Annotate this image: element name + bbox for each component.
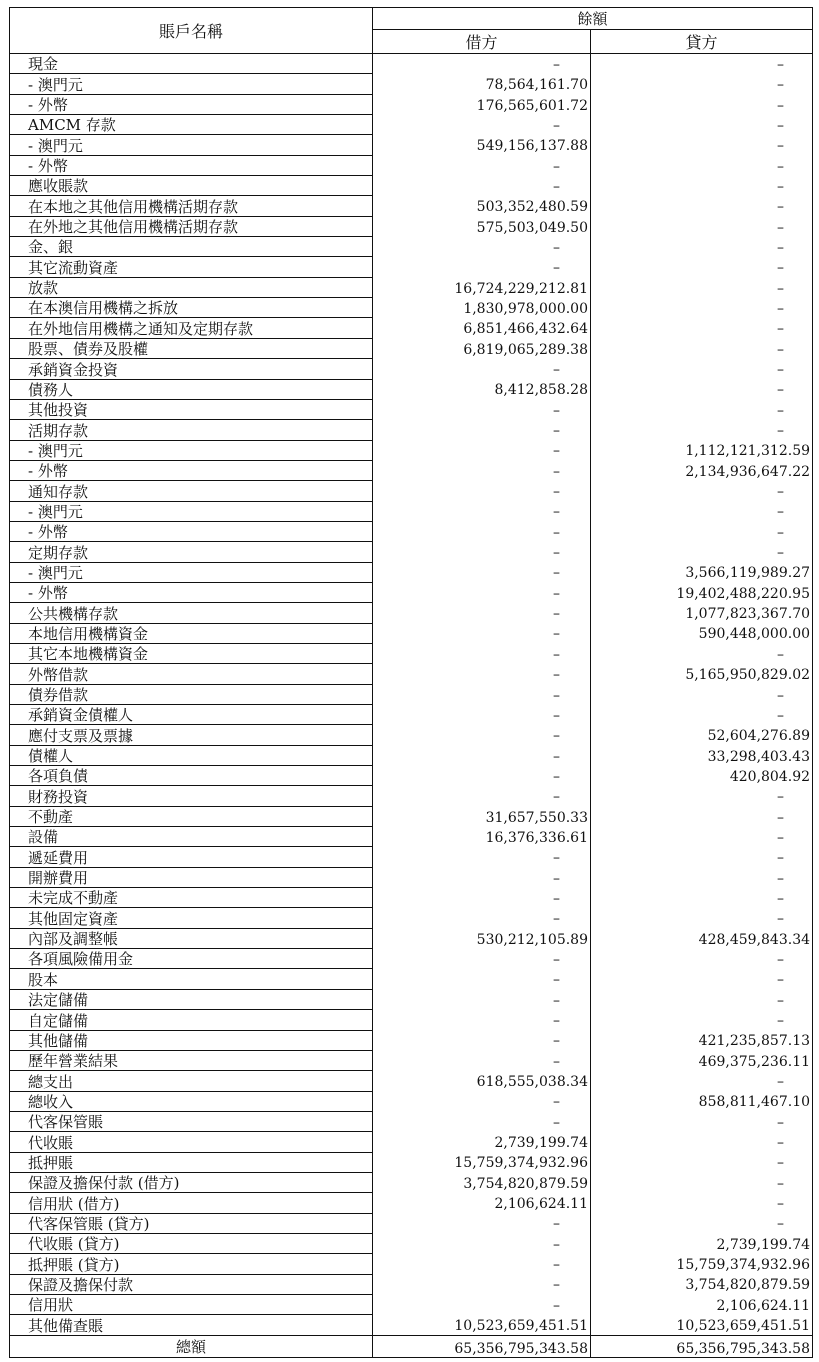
- table-header: [10, 8, 813, 54]
- account-name-cell: 本地信用機構資金: [10, 623, 373, 643]
- debit-amount-cell: 503,352,480.59: [373, 196, 591, 216]
- account-name-cell: 活期存款: [10, 420, 373, 440]
- table-row: [10, 847, 813, 867]
- credit-empty-cell: –: [591, 1111, 813, 1131]
- account-name-cell: 通知存款: [10, 481, 373, 501]
- account-name-cell: - 外幣: [10, 521, 373, 541]
- account-name-cell: 放款: [10, 277, 373, 297]
- credit-empty-cell: –: [591, 888, 813, 908]
- credit-empty-cell: –: [591, 969, 813, 989]
- credit-empty-cell: –: [591, 196, 813, 216]
- debit-empty-cell: –: [373, 1294, 591, 1314]
- table-row: [10, 1010, 813, 1030]
- credit-empty-cell: –: [591, 338, 813, 358]
- account-name-cell: 在外地之其他信用機構活期存款: [10, 216, 373, 236]
- table-row: [10, 949, 813, 969]
- debit-empty-cell: –: [373, 399, 591, 419]
- debit-empty-cell: –: [373, 1213, 591, 1233]
- account-name-cell: 遞延費用: [10, 847, 373, 867]
- table-row: [10, 908, 813, 928]
- account-name-cell: 保證及擔保付款: [10, 1274, 373, 1294]
- debit-amount-cell: 618,555,038.34: [373, 1071, 591, 1091]
- table-row: [10, 460, 813, 480]
- credit-empty-cell: –: [591, 318, 813, 338]
- debit-empty-cell: –: [373, 847, 591, 867]
- account-name-cell: - 外幣: [10, 94, 373, 114]
- table-row: [10, 888, 813, 908]
- credit-empty-cell: –: [591, 237, 813, 257]
- credit-amount-cell: 428,459,843.34: [591, 928, 813, 948]
- credit-amount-cell: 3,566,119,989.27: [591, 562, 813, 582]
- credit-amount-cell: 2,739,199.74: [591, 1233, 813, 1253]
- account-name-header: 賬戶名稱: [10, 8, 373, 54]
- debit-empty-cell: –: [373, 1254, 591, 1274]
- debit-empty-cell: –: [373, 888, 591, 908]
- table-row: [10, 379, 813, 399]
- table-row: [10, 501, 813, 521]
- table-row: [10, 1315, 813, 1335]
- credit-empty-cell: –: [591, 176, 813, 196]
- credit-empty-cell: –: [591, 1132, 813, 1152]
- table-row: [10, 277, 813, 297]
- account-name-cell: 定期存款: [10, 542, 373, 562]
- debit-empty-cell: –: [373, 257, 591, 277]
- debit-amount-cell: 176,565,601.72: [373, 94, 591, 114]
- account-name-cell: 歷年營業結果: [10, 1050, 373, 1070]
- table-row: [10, 298, 813, 318]
- table-row: [10, 1091, 813, 1111]
- table-row: [10, 481, 813, 501]
- debit-empty-cell: –: [373, 1010, 591, 1030]
- account-name-cell: 公共機構存款: [10, 603, 373, 623]
- debit-amount-cell: 2,739,199.74: [373, 1132, 591, 1152]
- table-row: [10, 216, 813, 236]
- debit-amount-cell: 575,503,049.50: [373, 216, 591, 236]
- account-name-cell: 各項風險備用金: [10, 949, 373, 969]
- table-row: [10, 54, 813, 74]
- table-row: [10, 1111, 813, 1131]
- debit-amount-cell: 16,724,229,212.81: [373, 277, 591, 297]
- account-name-cell: 各項負債: [10, 766, 373, 786]
- debit-amount-cell: 10,523,659,451.51: [373, 1315, 591, 1335]
- debit-empty-cell: –: [373, 623, 591, 643]
- table-row: [10, 664, 813, 684]
- debit-amount-cell: 2,106,624.11: [373, 1193, 591, 1213]
- table-row: [10, 155, 813, 175]
- credit-empty-cell: –: [591, 94, 813, 114]
- debit-amount-cell: 8,412,858.28: [373, 379, 591, 399]
- debit-amount-cell: 1,830,978,000.00: [373, 298, 591, 318]
- debit-empty-cell: –: [373, 54, 591, 74]
- table-row: [10, 1233, 813, 1253]
- credit-amount-cell: 3,754,820,879.59: [591, 1274, 813, 1294]
- account-name-cell: 財務投資: [10, 786, 373, 806]
- debit-empty-cell: –: [373, 562, 591, 582]
- trial-balance-table: [9, 7, 813, 1358]
- table-row: [10, 1193, 813, 1213]
- credit-empty-cell: –: [591, 54, 813, 74]
- credit-empty-cell: –: [591, 115, 813, 135]
- credit-empty-cell: –: [591, 399, 813, 419]
- credit-amount-cell: 52,604,276.89: [591, 725, 813, 745]
- table-row: [10, 623, 813, 643]
- credit-amount-cell: 10,523,659,451.51: [591, 1315, 813, 1335]
- account-name-cell: 在本地之其他信用機構活期存款: [10, 196, 373, 216]
- credit-empty-cell: –: [591, 298, 813, 318]
- table-row: [10, 766, 813, 786]
- account-name-cell: 代收賬 (貸方): [10, 1233, 373, 1253]
- table-row: [10, 684, 813, 704]
- credit-empty-cell: –: [591, 847, 813, 867]
- account-name-cell: 其他儲備: [10, 1030, 373, 1050]
- account-name-cell: 應付支票及票據: [10, 725, 373, 745]
- account-name-cell: 代客保管賬 (貸方): [10, 1213, 373, 1233]
- table-row: [10, 94, 813, 114]
- table-row: [10, 1294, 813, 1314]
- credit-empty-cell: –: [591, 1213, 813, 1233]
- debit-empty-cell: –: [373, 705, 591, 725]
- table-row: [10, 237, 813, 257]
- account-name-cell: 其他投資: [10, 399, 373, 419]
- table-row: [10, 562, 813, 582]
- credit-empty-cell: –: [591, 135, 813, 155]
- account-name-cell: 設備: [10, 827, 373, 847]
- account-name-cell: 其它本地機構資金: [10, 643, 373, 663]
- table-row: [10, 176, 813, 196]
- account-name-cell: 抵押賬: [10, 1152, 373, 1172]
- credit-empty-cell: –: [591, 1071, 813, 1091]
- account-name-cell: 債務人: [10, 379, 373, 399]
- credit-empty-cell: –: [591, 277, 813, 297]
- account-name-cell: 代收賬: [10, 1132, 373, 1152]
- table-row: [10, 603, 813, 623]
- table-row: [10, 1030, 813, 1050]
- account-name-cell: 自定儲備: [10, 1010, 373, 1030]
- debit-empty-cell: –: [373, 725, 591, 745]
- debit-empty-cell: –: [373, 989, 591, 1009]
- debit-amount-cell: 31,657,550.33: [373, 806, 591, 826]
- credit-empty-cell: –: [591, 420, 813, 440]
- credit-empty-cell: –: [591, 521, 813, 541]
- credit-amount-cell: 1,112,121,312.59: [591, 440, 813, 460]
- table-row: [10, 359, 813, 379]
- debit-empty-cell: –: [373, 1050, 591, 1070]
- total-label: 總額: [10, 1335, 373, 1357]
- account-name-cell: 其他備查賬: [10, 1315, 373, 1335]
- credit-empty-cell: –: [591, 155, 813, 175]
- debit-empty-cell: –: [373, 949, 591, 969]
- credit-amount-cell: 2,106,624.11: [591, 1294, 813, 1314]
- account-name-cell: - 外幣: [10, 582, 373, 602]
- table-row: [10, 1274, 813, 1294]
- debit-amount-cell: 16,376,336.61: [373, 827, 591, 847]
- table-row: [10, 745, 813, 765]
- credit-empty-cell: –: [591, 1152, 813, 1172]
- debit-empty-cell: –: [373, 603, 591, 623]
- account-name-cell: 在本澳信用機構之拆放: [10, 298, 373, 318]
- account-name-cell: 外幣借款: [10, 664, 373, 684]
- account-name-cell: 未完成不動產: [10, 888, 373, 908]
- credit-empty-cell: –: [591, 257, 813, 277]
- debit-empty-cell: –: [373, 1091, 591, 1111]
- debit-empty-cell: –: [373, 582, 591, 602]
- table-row: [10, 1132, 813, 1152]
- debit-amount-cell: 6,819,065,289.38: [373, 338, 591, 358]
- account-name-cell: 法定儲備: [10, 989, 373, 1009]
- account-name-cell: 代客保管賬: [10, 1111, 373, 1131]
- credit-empty-cell: –: [591, 216, 813, 236]
- table-row: [10, 399, 813, 419]
- table-row: [10, 1254, 813, 1274]
- account-name-cell: - 澳門元: [10, 74, 373, 94]
- debit-empty-cell: –: [373, 501, 591, 521]
- table-row: [10, 196, 813, 216]
- debit-empty-cell: –: [373, 1233, 591, 1253]
- debit-empty-cell: –: [373, 766, 591, 786]
- debit-empty-cell: –: [373, 237, 591, 257]
- account-name-cell: 信用狀: [10, 1294, 373, 1314]
- table-row: [10, 969, 813, 989]
- credit-empty-cell: –: [591, 379, 813, 399]
- account-name-cell: 信用狀 (借方): [10, 1193, 373, 1213]
- table-row: [10, 338, 813, 358]
- credit-empty-cell: –: [591, 806, 813, 826]
- table-row: [10, 928, 813, 948]
- debit-empty-cell: –: [373, 359, 591, 379]
- debit-empty-cell: –: [373, 1111, 591, 1131]
- table-row: [10, 1213, 813, 1233]
- account-name-cell: 不動產: [10, 806, 373, 826]
- account-name-cell: 承銷資金債權人: [10, 705, 373, 725]
- debit-empty-cell: –: [373, 460, 591, 480]
- account-name-cell: 在外地信用機構之通知及定期存款: [10, 318, 373, 338]
- account-name-cell: - 澳門元: [10, 440, 373, 460]
- credit-amount-cell: 5,165,950,829.02: [591, 664, 813, 684]
- credit-empty-cell: –: [591, 542, 813, 562]
- credit-empty-cell: –: [591, 705, 813, 725]
- credit-amount-cell: 421,235,857.13: [591, 1030, 813, 1050]
- account-name-cell: AMCM 存款: [10, 115, 373, 135]
- debit-amount-cell: 78,564,161.70: [373, 74, 591, 94]
- credit-amount-cell: 19,402,488,220.95: [591, 582, 813, 602]
- credit-empty-cell: –: [591, 684, 813, 704]
- debit-empty-cell: –: [373, 115, 591, 135]
- debit-amount-cell: 15,759,374,932.96: [373, 1152, 591, 1172]
- credit-empty-cell: –: [591, 359, 813, 379]
- credit-empty-cell: –: [591, 827, 813, 847]
- debit-amount-cell: 530,212,105.89: [373, 928, 591, 948]
- debit-empty-cell: –: [373, 664, 591, 684]
- table-row: [10, 135, 813, 155]
- table-row: [10, 420, 813, 440]
- credit-empty-cell: –: [591, 786, 813, 806]
- table-row: [10, 115, 813, 135]
- debit-empty-cell: –: [373, 176, 591, 196]
- account-name-cell: 現金: [10, 54, 373, 74]
- table-row: [10, 827, 813, 847]
- credit-empty-cell: –: [591, 989, 813, 1009]
- debit-empty-cell: –: [373, 542, 591, 562]
- total-row: [10, 1335, 813, 1357]
- debit-empty-cell: –: [373, 867, 591, 887]
- credit-amount-cell: 15,759,374,932.96: [591, 1254, 813, 1274]
- credit-empty-cell: –: [591, 1193, 813, 1213]
- table-row: [10, 643, 813, 663]
- table-row: [10, 542, 813, 562]
- account-name-cell: 總收入: [10, 1091, 373, 1111]
- debit-amount-cell: 6,851,466,432.64: [373, 318, 591, 338]
- account-name-cell: 總支出: [10, 1071, 373, 1091]
- account-name-cell: 內部及調整帳: [10, 928, 373, 948]
- credit-amount-cell: 858,811,467.10: [591, 1091, 813, 1111]
- debit-amount-cell: 549,156,137.88: [373, 135, 591, 155]
- credit-empty-cell: –: [591, 481, 813, 501]
- table-row: [10, 867, 813, 887]
- credit-amount-cell: 33,298,403.43: [591, 745, 813, 765]
- table-row: [10, 806, 813, 826]
- credit-empty-cell: –: [591, 1010, 813, 1030]
- table-row: [10, 989, 813, 1009]
- account-name-cell: - 外幣: [10, 155, 373, 175]
- debit-empty-cell: –: [373, 786, 591, 806]
- credit-empty-cell: –: [591, 949, 813, 969]
- account-name-cell: 其他固定資產: [10, 908, 373, 928]
- account-name-cell: 金、銀: [10, 237, 373, 257]
- credit-amount-cell: 1,077,823,367.70: [591, 603, 813, 623]
- debit-empty-cell: –: [373, 908, 591, 928]
- account-name-cell: - 外幣: [10, 460, 373, 480]
- debit-empty-cell: –: [373, 643, 591, 663]
- account-name-cell: 股票、債券及股權: [10, 338, 373, 358]
- account-name-cell: - 澳門元: [10, 562, 373, 582]
- table-row: [10, 1172, 813, 1192]
- debit-empty-cell: –: [373, 1030, 591, 1050]
- account-name-cell: 保證及擔保付款 (借方): [10, 1172, 373, 1192]
- debit-empty-cell: –: [373, 969, 591, 989]
- table-row: [10, 440, 813, 460]
- table-row: [10, 1050, 813, 1070]
- account-name-cell: 應收賬款: [10, 176, 373, 196]
- debit-amount-cell: 3,754,820,879.59: [373, 1172, 591, 1192]
- credit-empty-cell: –: [591, 74, 813, 94]
- debit-empty-cell: –: [373, 481, 591, 501]
- account-name-cell: 開辦費用: [10, 867, 373, 887]
- table-row: [10, 1152, 813, 1172]
- credit-empty-cell: –: [591, 501, 813, 521]
- debit-empty-cell: –: [373, 155, 591, 175]
- table-body: [10, 54, 813, 1336]
- credit-amount-cell: 469,375,236.11: [591, 1050, 813, 1070]
- credit-empty-cell: –: [591, 643, 813, 663]
- table-row: [10, 257, 813, 277]
- table-row: [10, 318, 813, 338]
- table-row: [10, 705, 813, 725]
- credit-empty-cell: –: [591, 1172, 813, 1192]
- account-name-cell: 股本: [10, 969, 373, 989]
- table-row: [10, 786, 813, 806]
- credit-amount-cell: 2,134,936,647.22: [591, 460, 813, 480]
- account-name-cell: 承銷資金投資: [10, 359, 373, 379]
- debit-empty-cell: –: [373, 420, 591, 440]
- credit-amount-cell: 420,804.92: [591, 766, 813, 786]
- total-debit: 65,356,795,343.58: [373, 1335, 591, 1357]
- table-row: [10, 521, 813, 541]
- debit-empty-cell: –: [373, 1274, 591, 1294]
- debit-empty-cell: –: [373, 684, 591, 704]
- credit-empty-cell: –: [591, 908, 813, 928]
- credit-amount-cell: 590,448,000.00: [591, 623, 813, 643]
- debit-empty-cell: –: [373, 440, 591, 460]
- account-name-cell: - 澳門元: [10, 501, 373, 521]
- trial-balance-sheet: [9, 7, 812, 1358]
- account-name-cell: 其它流動資產: [10, 257, 373, 277]
- debit-empty-cell: –: [373, 521, 591, 541]
- account-name-cell: 債權人: [10, 745, 373, 765]
- account-name-cell: - 澳門元: [10, 135, 373, 155]
- table-row: [10, 74, 813, 94]
- account-name-cell: 抵押賬 (貸方): [10, 1254, 373, 1274]
- total-credit: 65,356,795,343.58: [591, 1335, 813, 1357]
- debit-empty-cell: –: [373, 745, 591, 765]
- account-name-cell: 債券借款: [10, 684, 373, 704]
- table-row: [10, 1071, 813, 1091]
- table-row: [10, 725, 813, 745]
- credit-header: 貸方: [591, 30, 813, 54]
- table-row: [10, 582, 813, 602]
- debit-header: 借方: [373, 30, 591, 54]
- credit-empty-cell: –: [591, 867, 813, 887]
- table-footer: [10, 1335, 813, 1357]
- balance-header: 餘額: [373, 8, 813, 30]
